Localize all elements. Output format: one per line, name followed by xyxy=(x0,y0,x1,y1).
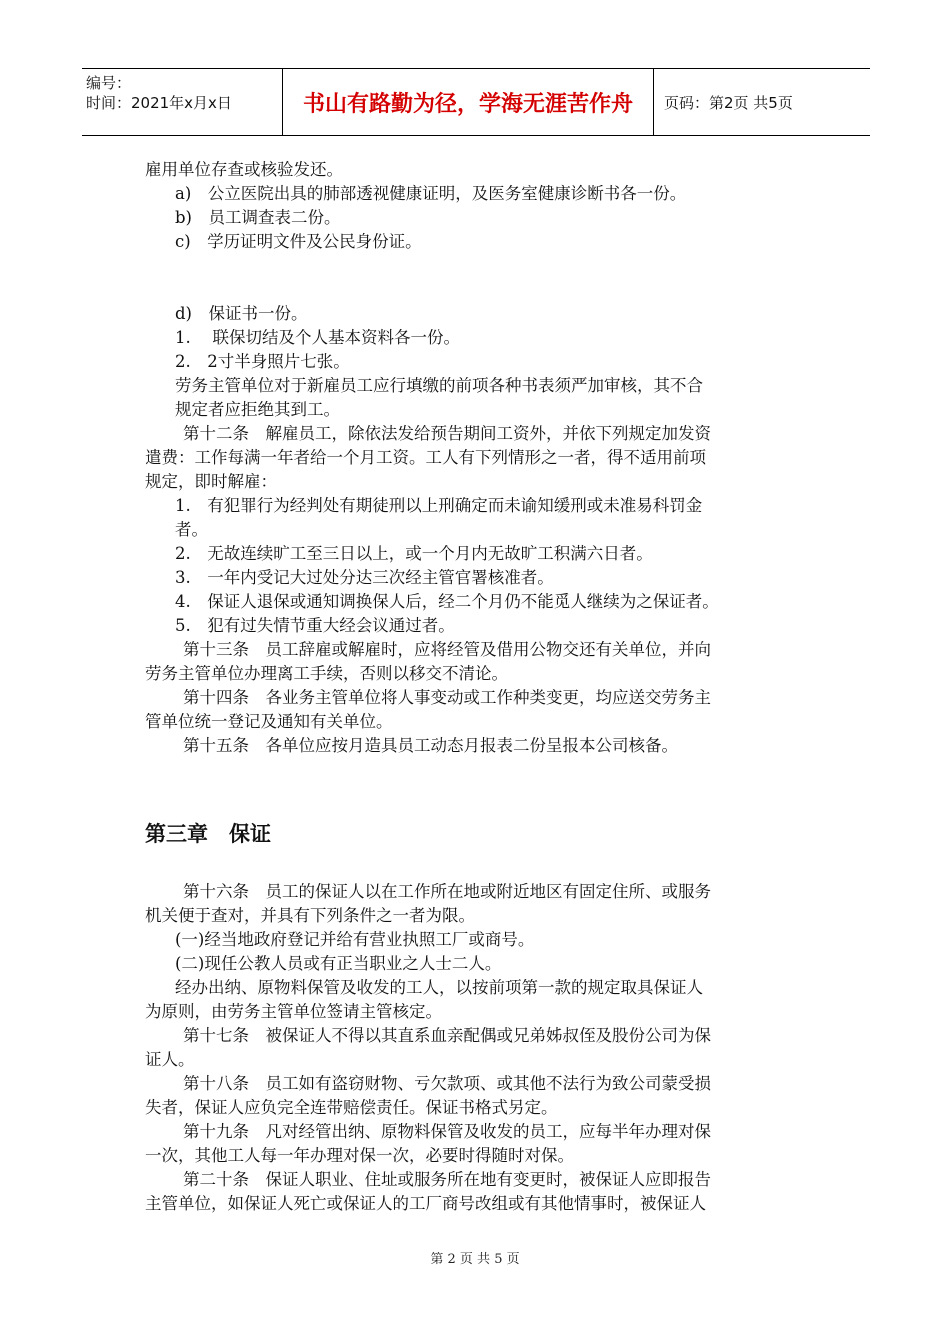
text-line: (二)现任公教人员或有正当职业之人士二人。 xyxy=(175,954,502,973)
text-line: 为原则，由劳务主管单位签请主管核定。 xyxy=(145,1002,442,1021)
text-line: 者。 xyxy=(175,520,208,539)
text-line: 规定者应拒绝其到工。 xyxy=(175,400,340,419)
header-meta xyxy=(82,69,282,135)
text-line: 证人。 xyxy=(145,1050,195,1069)
text-line: 第十八条 员工如有盗窃财物、亏欠款项、或其他不法行为致公司蒙受损 xyxy=(183,1074,711,1093)
header-page-info: 页码：第2页 共5页 xyxy=(664,93,793,112)
text-line: 劳务主管单位办理离工手续，否则以移交不清论。 xyxy=(145,664,508,683)
text-line: d) 保证书一份。 xyxy=(175,304,308,323)
text-line: 第十三条 员工辞雇或解雇时，应将经管及借用公物交还有关单位，并向 xyxy=(183,640,711,659)
text-line: 5. 犯有过失情节重大经会议通过者。 xyxy=(175,616,455,635)
text-line: 雇用单位存查或核验发还。 xyxy=(145,160,343,179)
text-line: (一)经当地政府登记并给有营业执照工厂或商号。 xyxy=(175,930,535,949)
text-line: 失者，保证人应负完全连带赔偿责任。保证书格式另定。 xyxy=(145,1098,558,1117)
text-line: 2. 无故连续旷工至三日以上，或一个月内无故旷工积满六日者。 xyxy=(175,544,653,563)
document-time-label: 时间：2021年x月x日 xyxy=(86,94,232,112)
text-line: 3. 一年内受记大过处分达三次经主管官署核准者。 xyxy=(175,568,554,587)
text-line: 1. 有犯罪行为经判处有期徒刑以上刑确定而未谕知缓刑或未准易科罚金 xyxy=(175,496,703,515)
page-header xyxy=(82,68,870,136)
text-line: 机关便于查对，并具有下列条件之一者为限。 xyxy=(145,906,475,925)
text-line: 规定，即时解雇： xyxy=(145,472,277,491)
text-line: 第十二条 解雇员工，除依法发给预告期间工资外，并依下列规定加发资 xyxy=(183,424,711,443)
text-line: 2. 2寸半身照片七张。 xyxy=(175,352,350,371)
text-line: b) 员工调查表二份。 xyxy=(175,208,341,227)
text-line: 第十五条 各单位应按月造具员工动态月报表二份呈报本公司核备。 xyxy=(183,736,678,755)
text-line: 主管单位，如保证人死亡或保证人的工厂商号改组或有其他情事时，被保证人 xyxy=(145,1194,706,1213)
document-number-label: 编号： xyxy=(86,74,132,92)
text-line: c) 学历证明文件及公民身份证。 xyxy=(175,232,422,251)
text-line: 管单位统一登记及通知有关单位。 xyxy=(145,712,393,731)
text-line: 第十七条 被保证人不得以其直系血亲配偶或兄弟姊叔侄及股份公司为保 xyxy=(183,1026,711,1045)
body-section-2 xyxy=(145,880,805,1216)
text-line: 第十四条 各业务主管单位将人事变动或工作种类变更，均应送交劳务主 xyxy=(183,688,711,707)
body-section-1 xyxy=(145,158,805,758)
text-line: 第十九条 凡对经管出纳、原物料保管及收发的员工，应每半年办理对保 xyxy=(183,1122,711,1141)
blank-gap xyxy=(145,254,805,302)
page-footer: 第 2 页 共 5 页 xyxy=(430,1252,520,1267)
text-line: a) 公立医院出具的肺部透视健康证明，及医务室健康诊断书各一份。 xyxy=(175,184,687,203)
text-line: 劳务主管单位对于新雇员工应行填缴的前项各种书表须严加审核，其不合 xyxy=(175,376,703,395)
header-motto: 书山有路勤为径，学海无涯苦作舟 xyxy=(282,69,654,135)
text-line: 4. 保证人退保或通知调换保人后，经二个月仍不能觅人继续为之保证者。 xyxy=(175,592,719,611)
text-line: 第二十条 保证人职业、住址或服务所在地有变更时，被保证人应即报告 xyxy=(183,1170,711,1189)
text-line: 1. 联保切结及个人基本资料各一份。 xyxy=(175,328,460,347)
text-line: 第十六条 员工的保证人以在工作所在地或附近地区有固定住所、或服务 xyxy=(183,882,711,901)
chapter-heading: 第三章 保证 xyxy=(145,822,271,846)
text-line: 一次，其他工人每一年办理对保一次，必要时得随时对保。 xyxy=(145,1146,574,1165)
text-line: 经办出纳、原物料保管及收发的工人，以按前项第一款的规定取具保证人 xyxy=(175,978,703,997)
text-line: 遣费：工作每满一年者给一个月工资。工人有下列情形之一者，得不适用前项 xyxy=(145,448,706,467)
